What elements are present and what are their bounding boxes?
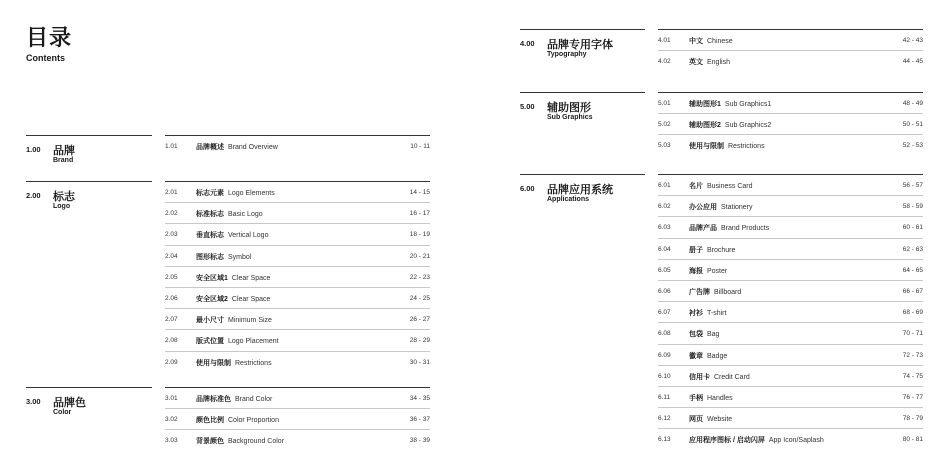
entry-title <box>689 393 733 403</box>
toc-entry[interactable] <box>165 135 430 156</box>
toc-entry[interactable] <box>165 287 430 308</box>
toc-entry[interactable] <box>658 134 923 155</box>
entry-number: 2.04 <box>165 252 178 260</box>
section-entries <box>658 29 923 71</box>
section-entries <box>658 174 923 449</box>
entry-pages: 20 - 21 <box>409 252 430 260</box>
entry-title <box>689 141 765 151</box>
toc-entry[interactable] <box>658 259 923 280</box>
entry-number: 1.01 <box>165 143 178 150</box>
entry-title <box>196 394 272 404</box>
section-entries <box>165 181 430 372</box>
entry-pages: 56 - 57 <box>902 182 923 189</box>
entry-title-zh: 辅助图形2 <box>689 122 721 130</box>
entry-title <box>689 287 741 297</box>
entry-title-en: Handles <box>707 394 733 402</box>
entry-title-en: Clear Space <box>231 274 271 282</box>
entry-number: 6.09 <box>658 351 671 359</box>
section-title-zh: 标志 <box>53 191 75 203</box>
toc-entry[interactable] <box>658 280 923 301</box>
entry-title-zh: 册子 <box>689 246 703 254</box>
toc-entry[interactable] <box>658 322 923 343</box>
section-number: 1.00 <box>26 145 41 154</box>
section-title-zh: 品牌专用字体 <box>547 39 613 51</box>
section-title-zh: 品牌 <box>53 145 75 157</box>
entry-title-en: Brand Color <box>235 396 273 403</box>
entry-number: 6.03 <box>658 224 671 232</box>
entry-title-zh: 辅助图形1 <box>689 101 721 108</box>
entry-pages: 30 - 31 <box>409 358 430 366</box>
entry-title-en: Poster <box>707 267 728 275</box>
entry-title <box>689 223 769 233</box>
section-title-en: Brand <box>53 157 74 164</box>
section-heading <box>26 387 152 422</box>
entry-number: 6.07 <box>658 309 671 317</box>
entry-number: 2.06 <box>165 294 178 302</box>
entry-number: 6.04 <box>658 245 671 253</box>
entry-pages: 36 - 37 <box>409 416 430 424</box>
entry-title <box>689 202 753 212</box>
entry-title-zh: 品牌产品 <box>689 225 717 233</box>
entry-title-en: Restrictions <box>728 143 765 151</box>
entry-title-zh: 背景颜色 <box>196 438 224 446</box>
section-title-en: Applications <box>547 196 590 203</box>
entry-number: 2.03 <box>165 231 178 239</box>
entry-title-en: Logo Placement <box>228 338 279 346</box>
entry-title-zh: 英文 <box>689 59 703 67</box>
entry-title-en: Background Color <box>228 438 285 446</box>
entry-number: 5.02 <box>658 121 671 129</box>
toc-entry[interactable] <box>658 174 923 195</box>
section-title-zh: 辅助图形 <box>547 102 591 114</box>
entry-pages: 44 - 45 <box>902 58 923 66</box>
section-entries <box>165 135 430 156</box>
section-heading <box>26 135 152 170</box>
entry-number: 6.13 <box>658 436 671 444</box>
entry-title-en: Credit Card <box>714 373 750 381</box>
toc-entry[interactable] <box>658 29 923 50</box>
entry-number: 6.01 <box>658 182 671 189</box>
entry-title-en: T-shirt <box>707 310 727 318</box>
entry-title <box>196 358 272 368</box>
entry-pages: 28 - 29 <box>409 337 430 345</box>
entry-title-en: Website <box>707 416 733 424</box>
entry-pages: 60 - 61 <box>902 224 923 232</box>
entry-pages: 72 - 73 <box>902 351 923 359</box>
toc-entry[interactable] <box>165 266 430 287</box>
entry-title-en: Clear Space <box>231 295 271 303</box>
entry-title <box>689 329 719 339</box>
entry-title-zh: 应用程序图标 / 启动闪屏 <box>689 437 765 445</box>
toc-entry[interactable] <box>658 301 923 322</box>
entry-title <box>196 252 251 262</box>
entry-title-en: Brand Products <box>721 225 770 233</box>
section-entries <box>165 387 430 451</box>
entry-pages: 16 - 17 <box>409 210 430 218</box>
entry-title <box>689 99 771 109</box>
section-title-zh: 品牌应用系统 <box>547 184 613 196</box>
entry-number: 6.11 <box>658 393 671 401</box>
toc-entry[interactable] <box>658 386 923 407</box>
entry-title-zh: 办公应用 <box>689 204 717 212</box>
contents-title-block <box>26 26 72 63</box>
entry-number: 6.10 <box>658 372 671 380</box>
entry-pages: 42 - 43 <box>902 37 923 44</box>
entry-title-en: Minimum Size <box>228 317 272 325</box>
entry-pages: 80 - 81 <box>902 436 923 444</box>
entry-title <box>689 372 750 382</box>
entry-number: 2.01 <box>165 189 178 196</box>
section-heading <box>520 92 645 127</box>
entry-title-en: Logo Elements <box>228 190 275 197</box>
entry-pages: 74 - 75 <box>902 372 923 380</box>
section-number: 5.00 <box>520 102 535 111</box>
entry-title-en: Color Proportion <box>228 417 279 425</box>
entry-number: 6.06 <box>658 287 671 295</box>
section-title-zh: 品牌色 <box>53 397 86 409</box>
entry-pages: 66 - 67 <box>902 287 923 295</box>
entry-title-en: Basic Logo <box>228 211 263 219</box>
entry-pages: 76 - 77 <box>902 393 923 401</box>
entry-title <box>196 336 279 346</box>
entry-title-zh: 中文 <box>689 38 703 45</box>
entry-title-en: Sub Graphics1 <box>724 101 772 108</box>
entry-title <box>196 294 270 304</box>
entry-pages: 68 - 69 <box>902 309 923 317</box>
toc-entry[interactable] <box>165 181 430 202</box>
entry-number: 6.08 <box>658 330 671 338</box>
entry-title-en: Vertical Logo <box>228 232 269 240</box>
section-title-en: Sub Graphics <box>547 114 593 121</box>
entry-title-en: App Icon/Saplash <box>768 437 824 445</box>
entry-title-zh: 标准标志 <box>196 211 224 219</box>
entry-title-en: Restrictions <box>235 359 272 367</box>
entry-title <box>689 120 771 130</box>
toc-entry[interactable] <box>165 329 430 350</box>
section-heading <box>520 174 645 209</box>
entry-pages: 64 - 65 <box>902 266 923 274</box>
entry-title <box>196 273 270 283</box>
entry-number: 2.02 <box>165 210 178 218</box>
entry-number: 2.05 <box>165 273 178 281</box>
entry-title-zh: 包袋 <box>689 331 703 339</box>
entry-title <box>196 142 278 152</box>
section-heading <box>520 29 645 64</box>
entry-title <box>689 36 733 46</box>
entry-title <box>689 57 730 67</box>
toc-entry[interactable] <box>165 308 430 329</box>
entry-title <box>196 415 279 425</box>
entry-title <box>196 209 263 219</box>
toc-entry[interactable] <box>658 428 923 449</box>
entry-number: 6.12 <box>658 415 671 423</box>
entry-title-zh: 使用与限制 <box>689 143 724 151</box>
entry-title-en: Billboard <box>714 288 742 296</box>
entry-title <box>689 266 727 276</box>
entry-pages: 14 - 15 <box>409 189 430 196</box>
entry-pages: 18 - 19 <box>409 231 430 239</box>
entry-title <box>689 181 753 191</box>
toc-entry[interactable] <box>165 351 430 372</box>
entry-number: 6.02 <box>658 203 671 211</box>
entry-title-zh: 名片 <box>689 183 703 190</box>
toc-entry[interactable] <box>658 195 923 216</box>
entry-title <box>689 245 735 255</box>
section-title-en: Logo <box>53 203 71 210</box>
entry-title <box>689 435 824 445</box>
entry-pages: 26 - 27 <box>409 316 430 324</box>
entry-title-zh: 颜色比例 <box>196 417 224 425</box>
entry-title <box>196 436 284 446</box>
entry-number: 4.01 <box>658 37 671 44</box>
entry-title-zh: 海报 <box>689 267 703 275</box>
entry-title-en: Symbol <box>228 253 252 261</box>
toc-entry[interactable] <box>165 429 430 450</box>
entry-title-zh: 品牌概述 <box>196 144 224 151</box>
entry-title-en: Bag <box>707 331 720 339</box>
entry-title <box>689 351 727 361</box>
entry-title-zh: 版式位置 <box>196 338 224 346</box>
entry-title <box>196 315 272 325</box>
entry-pages: 58 - 59 <box>902 203 923 211</box>
entry-number: 3.03 <box>165 437 178 445</box>
entry-title-zh: 手柄 <box>689 394 703 402</box>
toc-entry[interactable] <box>165 245 430 266</box>
section-number: 6.00 <box>520 184 535 193</box>
entry-title <box>196 230 268 240</box>
entry-title-en: Brochure <box>707 246 736 254</box>
entry-title-zh: 标志元素 <box>196 190 224 197</box>
toc-entry[interactable] <box>165 202 430 223</box>
entry-title-zh: 垂直标志 <box>196 232 224 240</box>
entry-title <box>689 308 726 318</box>
entry-title-zh: 广告牌 <box>689 288 710 296</box>
toc-entry[interactable] <box>165 408 430 429</box>
entry-title-en: English <box>707 59 730 67</box>
entry-number: 2.08 <box>165 337 178 345</box>
entry-number: 5.03 <box>658 142 671 150</box>
entry-title-zh: 安全区域1 <box>196 274 228 282</box>
section-title-en: Color <box>53 409 72 416</box>
entry-pages: 34 - 35 <box>409 395 430 402</box>
entry-title-en: Sub Graphics2 <box>724 122 772 130</box>
toc-entry[interactable] <box>165 387 430 408</box>
section-entries <box>658 92 923 156</box>
entry-title-en: Brand Overview <box>228 144 278 151</box>
entry-number: 4.02 <box>658 58 671 66</box>
entry-number: 2.07 <box>165 316 178 324</box>
entry-title-zh: 安全区域2 <box>196 295 228 303</box>
toc-entry[interactable] <box>658 113 923 134</box>
section-number: 2.00 <box>26 191 41 200</box>
entry-title-zh: 网页 <box>689 416 703 424</box>
section-heading <box>26 181 152 216</box>
entry-pages: 50 - 51 <box>902 121 923 129</box>
entry-title <box>196 188 275 198</box>
toc-entry[interactable] <box>165 223 430 244</box>
entry-pages: 24 - 25 <box>409 294 430 302</box>
toc-entry[interactable] <box>658 50 923 71</box>
entry-title-zh: 信用卡 <box>689 373 710 381</box>
entry-title-zh: 使用与限制 <box>196 359 231 367</box>
entry-title-en: Chinese <box>707 38 733 45</box>
toc-entry[interactable] <box>658 216 923 237</box>
toc-entry[interactable] <box>658 238 923 259</box>
toc-entry[interactable] <box>658 92 923 113</box>
entry-number: 6.05 <box>658 266 671 274</box>
section-number: 4.00 <box>520 39 535 48</box>
entry-title-zh: 图形标志 <box>196 253 224 261</box>
page-title: 目录 <box>26 25 73 50</box>
entry-pages: 70 - 71 <box>902 330 923 338</box>
entry-pages: 10 - 11 <box>410 143 430 150</box>
toc-entry[interactable] <box>658 365 923 386</box>
entry-title-en: Business Card <box>707 183 753 190</box>
section-number: 3.00 <box>26 397 41 406</box>
entry-number: 5.01 <box>658 100 671 107</box>
entry-number: 2.09 <box>165 358 178 366</box>
entry-title-en: Stationery <box>721 204 753 212</box>
entry-title <box>689 414 732 424</box>
entry-pages: 48 - 49 <box>902 100 923 107</box>
entry-pages: 52 - 53 <box>902 142 923 150</box>
entry-pages: 38 - 39 <box>409 437 430 445</box>
entry-title-en: Badge <box>707 352 728 360</box>
entry-number: 3.02 <box>165 416 178 424</box>
page-subtitle: Contents <box>26 53 65 63</box>
entry-title-zh: 最小尺寸 <box>196 317 224 325</box>
entry-pages: 62 - 63 <box>902 245 923 253</box>
toc-entry[interactable] <box>658 344 923 365</box>
entry-title-zh: 品牌标准色 <box>196 396 231 403</box>
entry-number: 3.01 <box>165 395 178 402</box>
entry-pages: 78 - 79 <box>902 415 923 423</box>
entry-pages: 22 - 23 <box>409 273 430 281</box>
section-title-en: Typography <box>547 51 587 58</box>
entry-title-zh: 徽章 <box>689 352 703 360</box>
entry-title-zh: 衬衫 <box>689 310 703 318</box>
toc-entry[interactable] <box>658 407 923 428</box>
